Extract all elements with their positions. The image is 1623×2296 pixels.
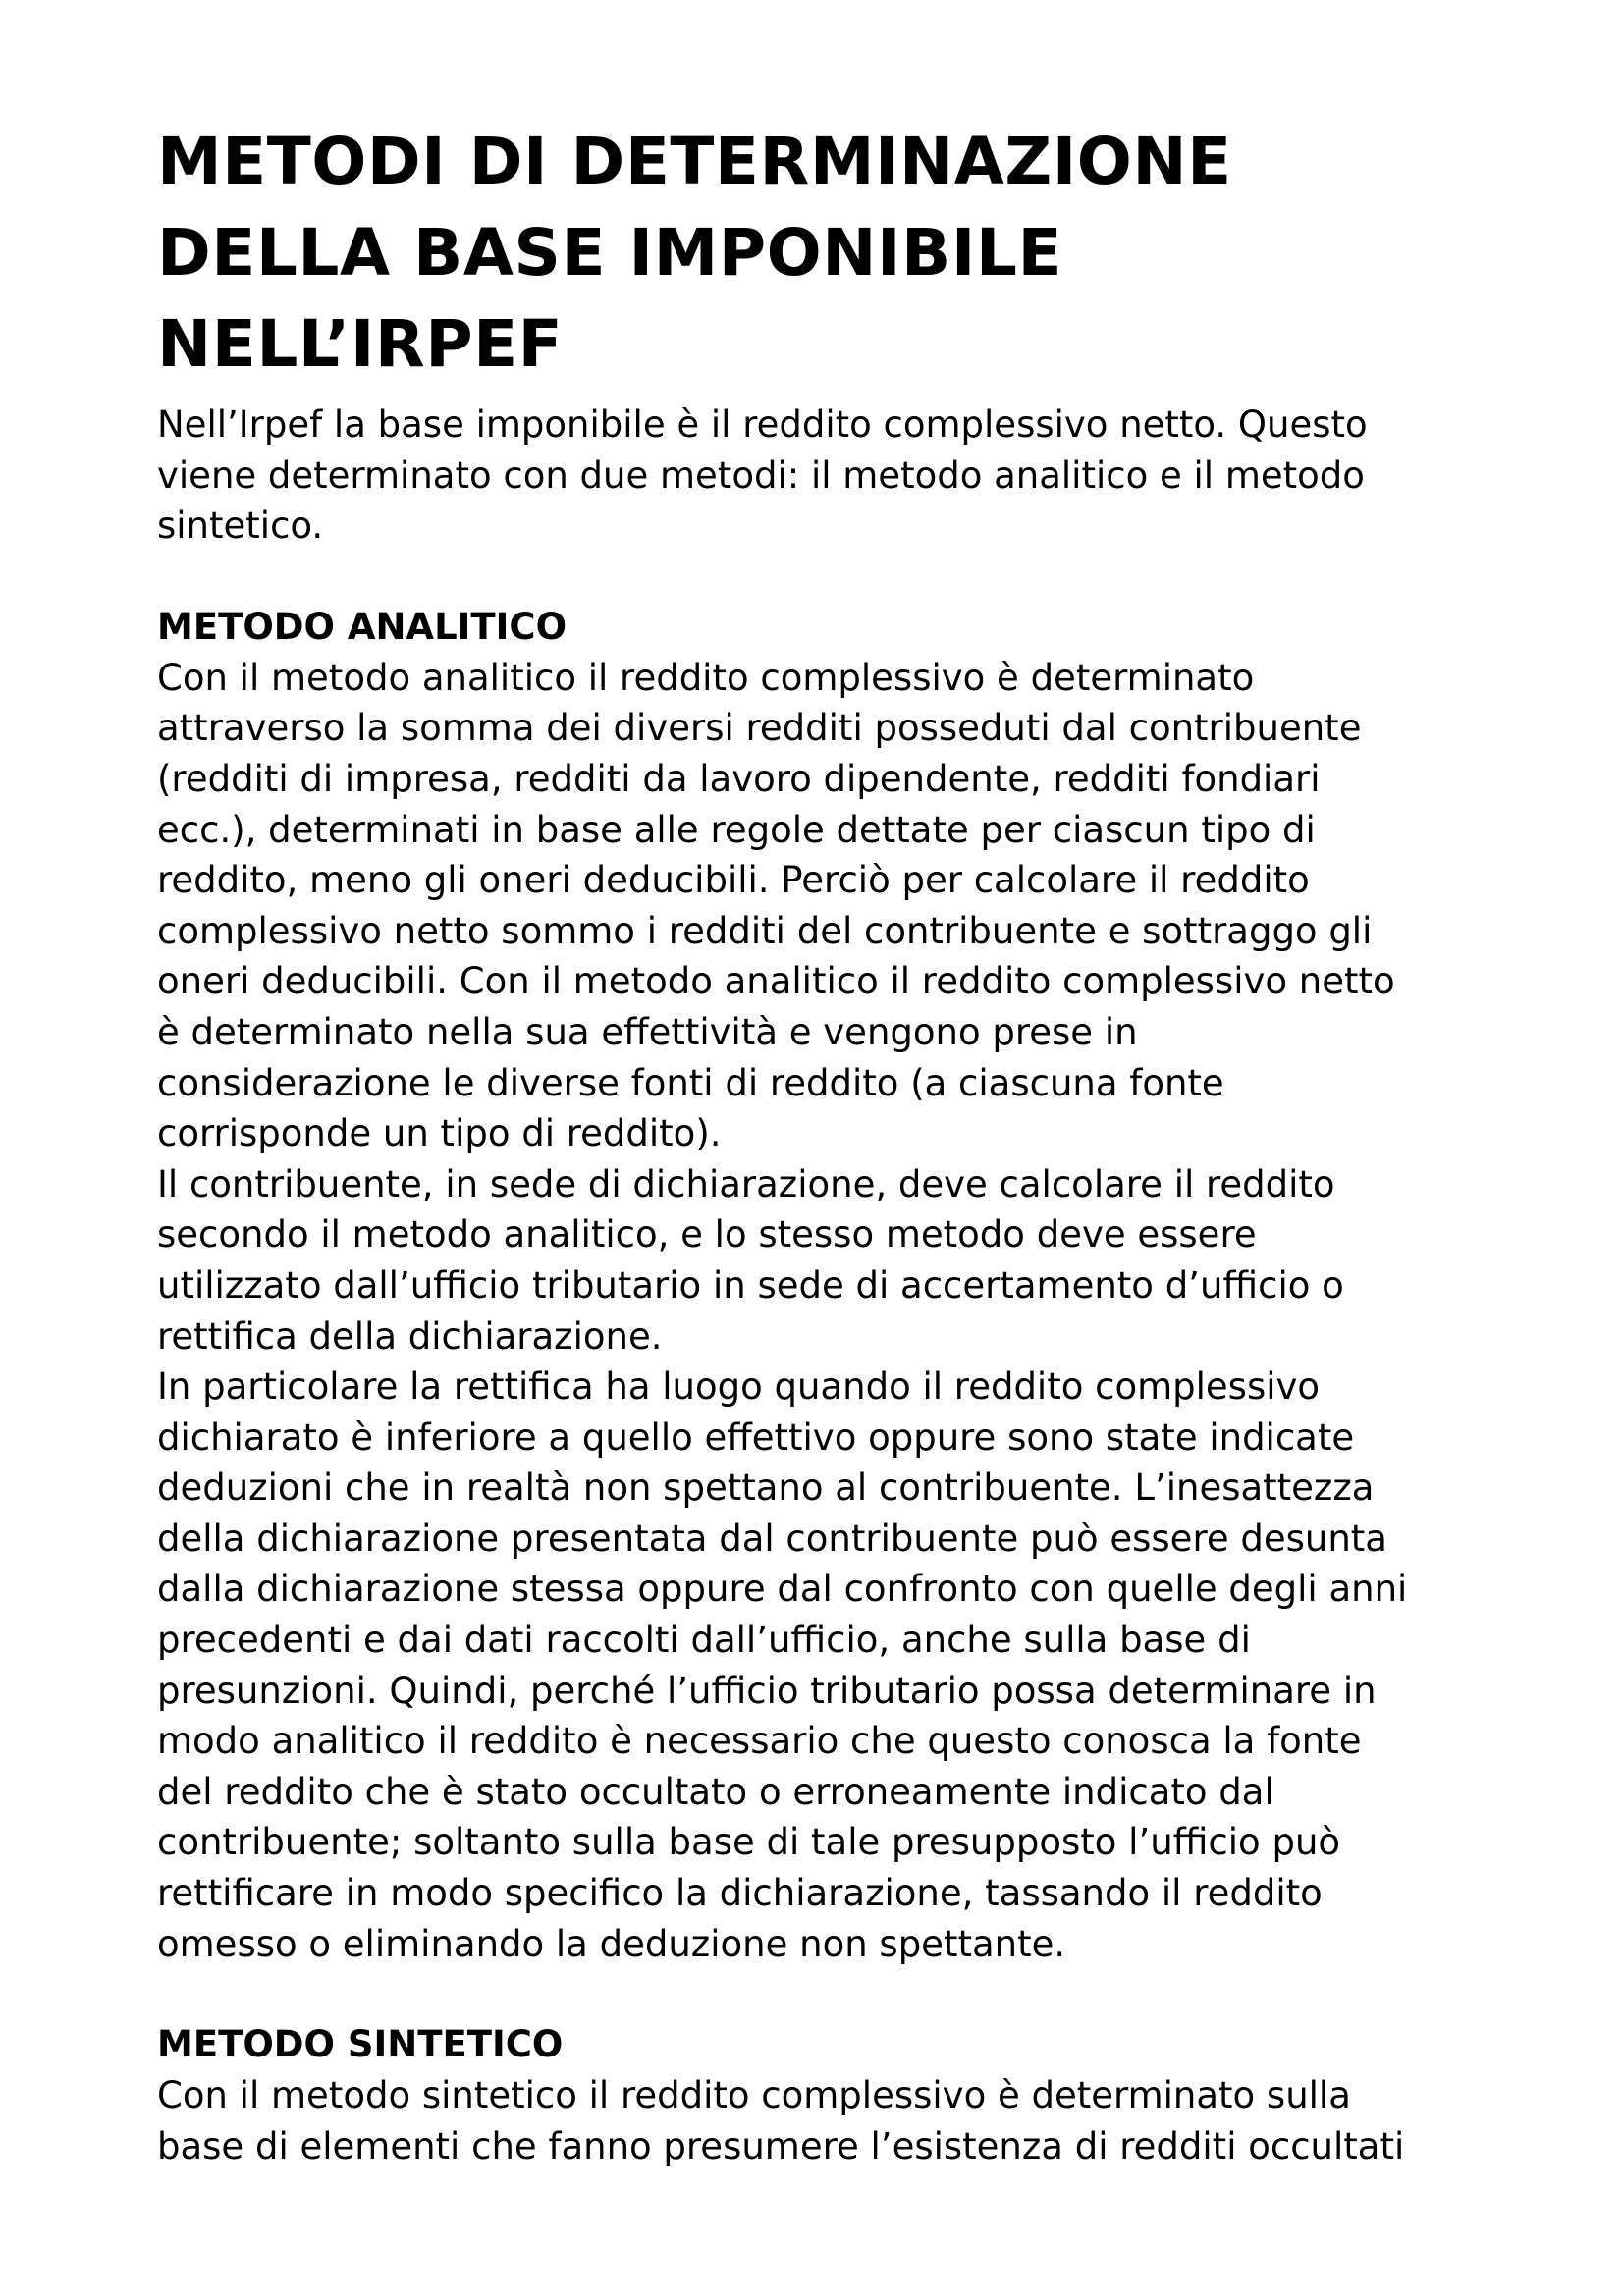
text-line: corrisponde un tipo di reddito). — [157, 1112, 722, 1155]
text-line: Nell’Irpef la base imponibile è il reddito complessivo netto. Questo — [157, 403, 1368, 446]
text-line: base di elementi che fanno presumere l’esistenza di redditi occultati — [157, 2124, 1405, 2167]
text-line: complessivo netto sommo i redditi del contribuente e sottraggo gli — [157, 909, 1373, 952]
text-line: ecc.), determinati in base alle regole dettate per ciascun tipo di — [157, 808, 1316, 851]
document-title — [157, 116, 1492, 390]
title-line: NELL’IRPEF — [157, 306, 564, 382]
text-line: precedenti e dai dati raccolti dall’ufficio, anche sulla base di — [157, 1619, 1251, 1662]
text-line: rettifica della dichiarazione. — [157, 1314, 663, 1358]
text-line: è determinato nella sua effettività e vengono prese in — [157, 1010, 1138, 1053]
text-line: viene determinato con due metodi: il metodo analitico e il metodo — [157, 454, 1365, 497]
document-page — [157, 116, 1492, 2171]
text-line: reddito, meno gli oneri deducibili. Perciò per calcolare il reddito — [157, 859, 1310, 902]
section-heading: METODO SINTETICO — [157, 2023, 564, 2066]
intro-paragraph — [157, 400, 1492, 552]
text-line: omesso o eliminando la deduzione non spettante. — [157, 1922, 1066, 1965]
title-line: METODI DI DETERMINAZIONE — [157, 124, 1232, 199]
text-line: Il contribuente, in sede di dichiarazione, deve calcolare il reddito — [157, 1162, 1335, 1205]
text-line: deduzioni che in realtà non spettano al contribuente. L’inesattezza — [157, 1467, 1375, 1510]
section-metodo-analitico — [157, 602, 1492, 1969]
text-line: In particolare la rettifica ha luogo quando il reddito complessivo — [157, 1365, 1321, 1409]
text-line: della dichiarazione presentata dal contribuente può essere desunta — [157, 1517, 1387, 1560]
text-line: attraverso la somma dei diversi redditi posseduti dal contribuente — [157, 707, 1362, 750]
text-line: utilizzato dall’ufficio tributario in sede di accertamento d’ufficio o — [157, 1263, 1344, 1307]
text-line: Con il metodo sintetico il reddito complessivo è determinato sulla — [157, 2074, 1351, 2117]
text-line: (redditi di impresa, redditi da lavoro dipendente, redditi fondiari — [157, 757, 1321, 800]
text-line: rettificare in modo specifico la dichiarazione, tassando il reddito — [157, 1872, 1323, 1915]
text-line: presunzioni. Quindi, perché l’ufficio tributario possa determinare in — [157, 1669, 1377, 1712]
text-line: oneri deducibili. Con il metodo analitico il reddito complessivo netto — [157, 960, 1395, 1003]
section-heading: METODO ANALITICO — [157, 605, 568, 648]
text-line: dichiarato è inferiore a quello effettivo oppure sono state indicate — [157, 1415, 1355, 1459]
text-line: dalla dichiarazione stessa oppure dal confronto con quelle degli anni — [157, 1568, 1408, 1611]
text-line: secondo il metodo analitico, e lo stesso metodo deve essere — [157, 1213, 1257, 1256]
text-line: modo analitico il reddito è necessario che questo conosca la fonte — [157, 1720, 1362, 1763]
title-line: DELLA BASE IMPONIBILE — [157, 215, 1063, 291]
section-metodo-sintetico — [157, 2019, 1492, 2171]
text-line: contribuente; soltanto sulla base di tale presupposto l’ufficio può — [157, 1821, 1341, 1864]
text-line: del reddito che è stato occultato o erroneamente indicato dal — [157, 1770, 1274, 1813]
text-line: Con il metodo analitico il reddito complessivo è determinato — [157, 656, 1255, 699]
text-line: sintetico. — [157, 505, 324, 548]
text-line: considerazione le diverse fonti di reddito (a ciascuna fonte — [157, 1061, 1224, 1104]
